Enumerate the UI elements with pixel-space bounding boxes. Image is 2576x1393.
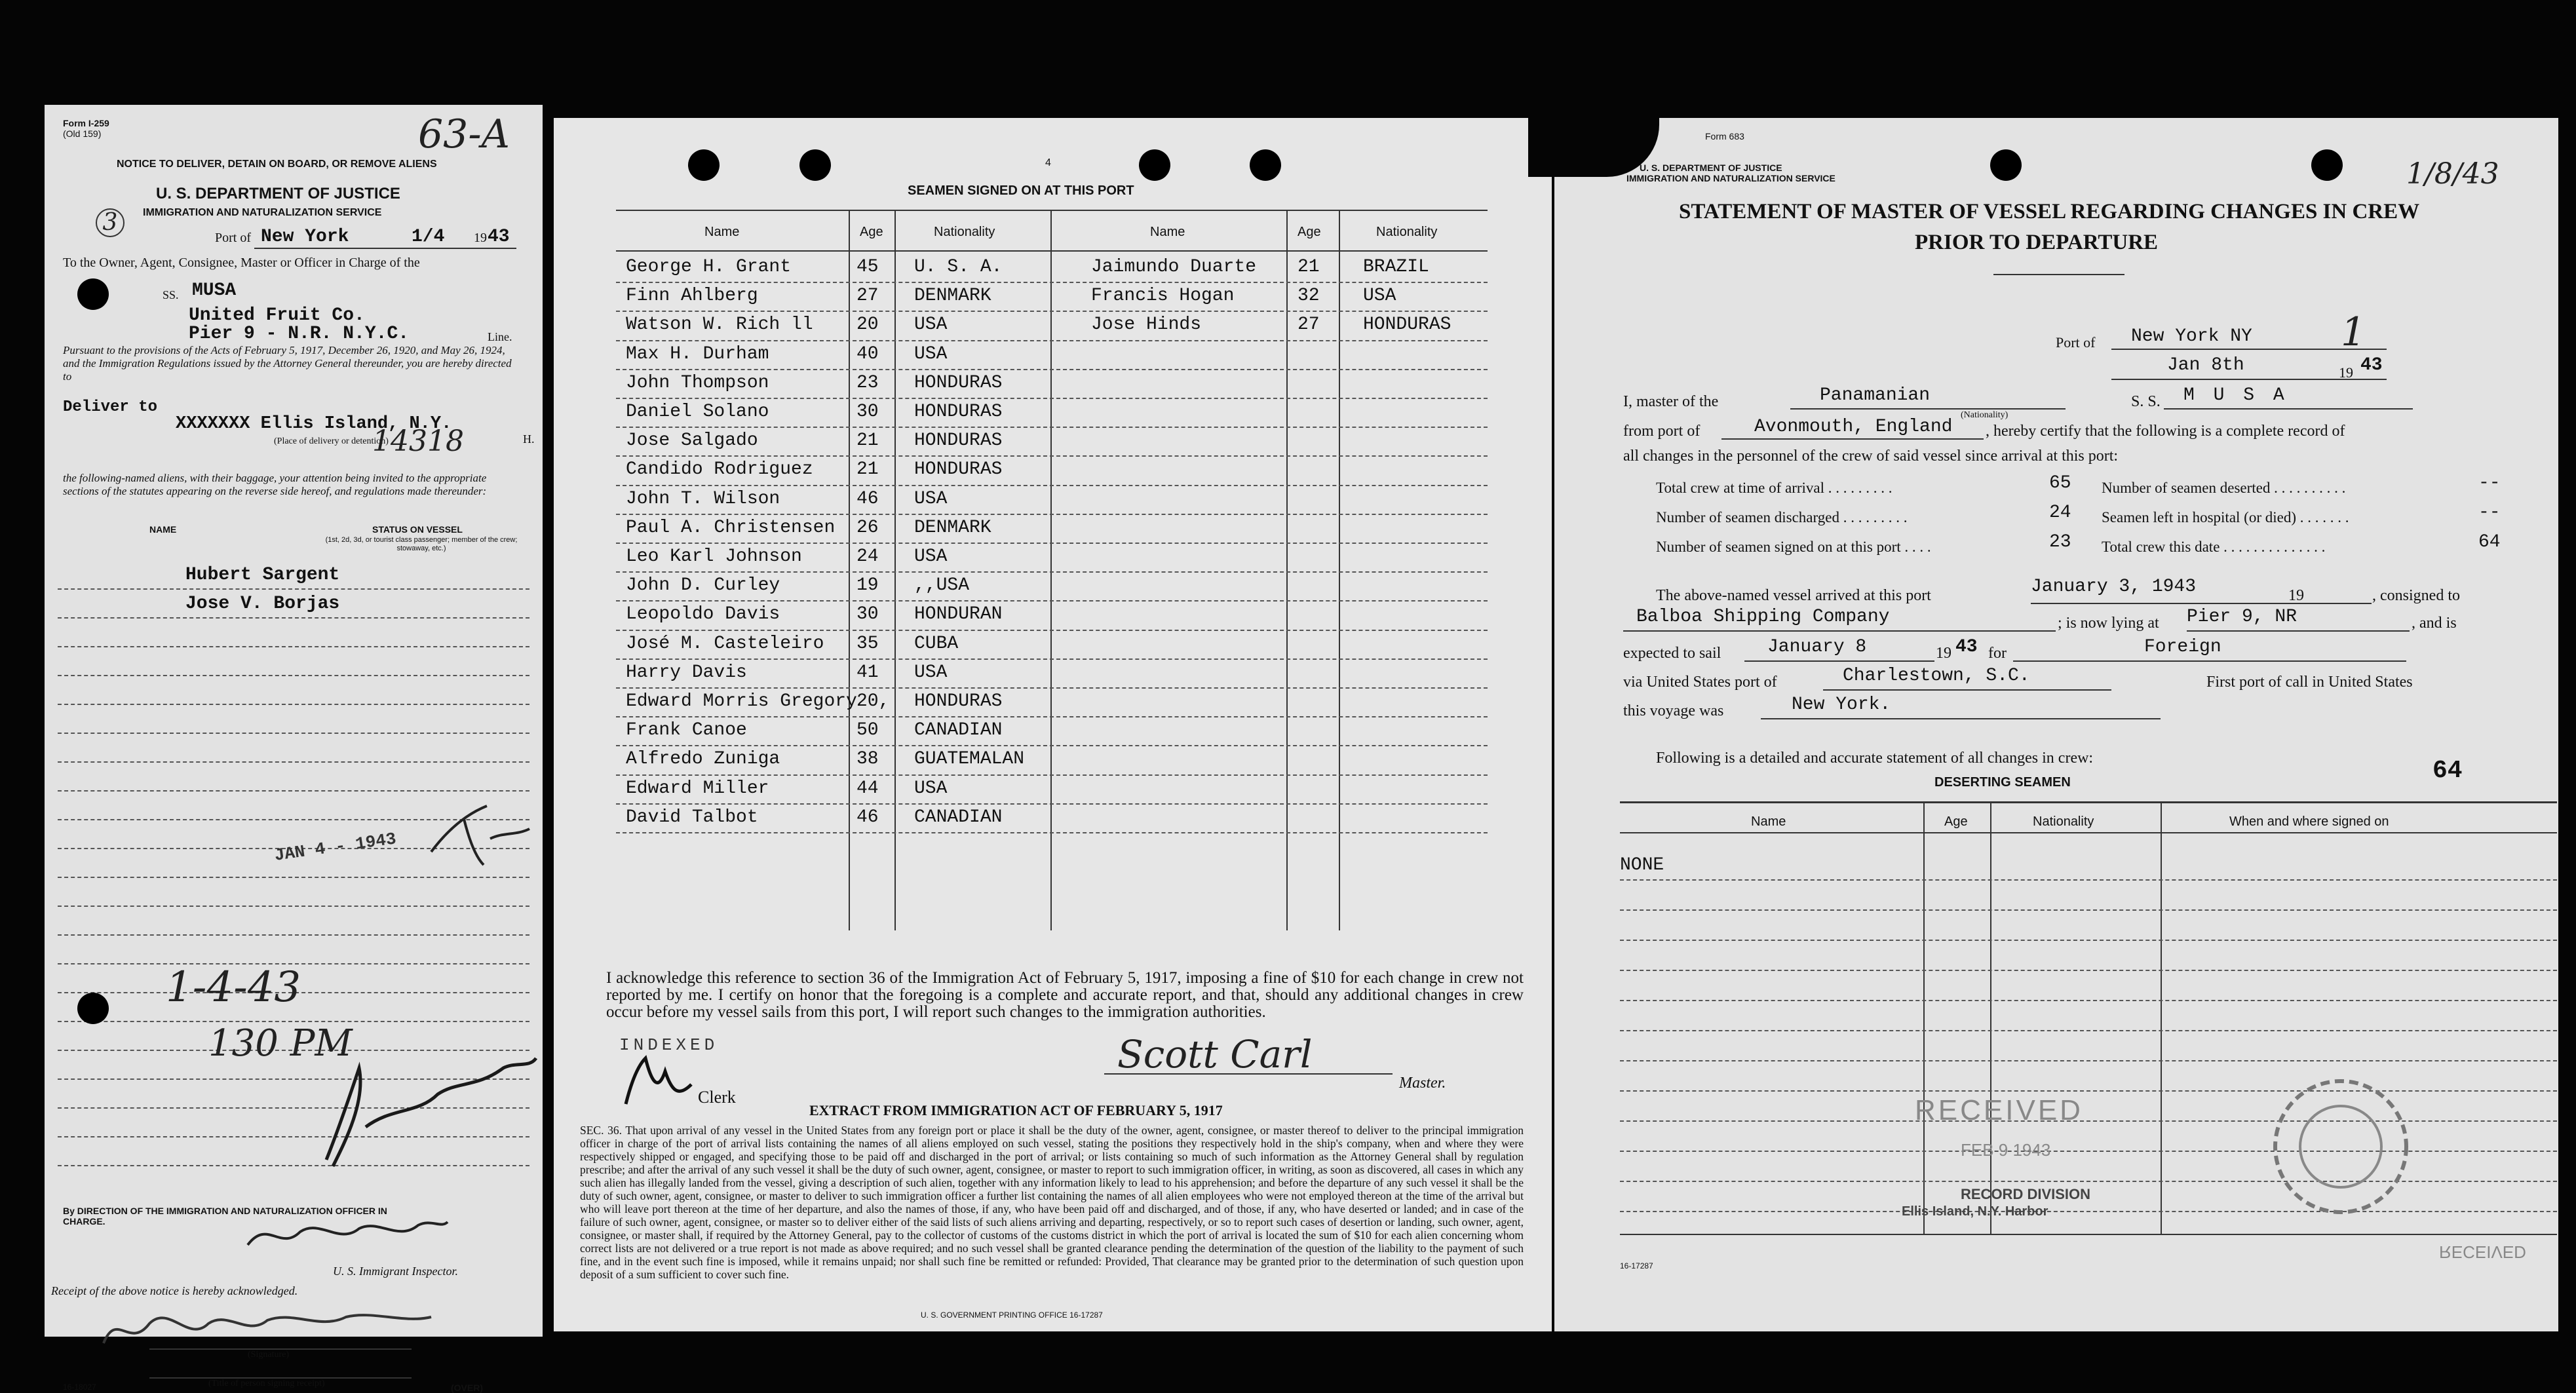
to-owner-text: To the Owner, Agent, Consignee, Master or Officer in Charge of the — [63, 256, 420, 270]
following-text: the following-named aliens, with their baggage, your attention being invited to the appropriate sections of the statutes appearing on the reverse side hereof, and regulations made thereunder: — [63, 472, 487, 497]
stat-total-crew-arrival-label: Total crew at time of arrival . . . . . . . . . — [1656, 480, 1893, 496]
by-direction: By DIRECTION OF THE IMMIGRATION AND NATURALIZATION OFFICER IN CHARGE. — [63, 1206, 387, 1227]
master-label: Master. — [1399, 1075, 1446, 1092]
crew-name: Finn Ahlberg — [626, 286, 758, 307]
header-when-where: When and where signed on — [2229, 814, 2389, 829]
nationality-value: Panamanian — [1820, 385, 1931, 406]
crew-name: George H. Grant — [626, 257, 792, 277]
pursuant-text: Pursuant to the provisions of the Acts of February 5, 1917, December 26, 1920, and May 26, 1924, and the Immigration Regulations issued by the Attorney General thereunder, you are hereby directed to — [63, 344, 512, 383]
year-prefix: 19 — [2339, 364, 2353, 381]
seamen-signed-on-sheet — [554, 118, 1552, 1331]
received-mirror-stamp: RECEIVED — [2439, 1242, 2526, 1262]
signature-caption: (Signature) — [248, 1350, 289, 1360]
round-seal-stamp — [2262, 1068, 2419, 1225]
header-name-2: Name — [1150, 225, 1185, 239]
row-divider — [616, 745, 1488, 746]
lying-value: Pier 9, NR — [2187, 607, 2297, 627]
header-age-1: Age — [860, 225, 883, 239]
received-date: FEB 9 1943 — [1961, 1140, 2051, 1160]
crew-age: 30 — [856, 604, 879, 625]
first-port-label: First port of call in United States — [2206, 674, 2413, 691]
crew-nationality: USA — [914, 315, 948, 335]
crew-age: 20 — [856, 315, 879, 335]
lying-label: ; is now lying at — [2058, 615, 2159, 632]
crew-nationality: USA — [914, 546, 948, 567]
consignee-value: Balboa Shipping Company — [1636, 607, 1890, 627]
crew-age: 40 — [856, 343, 879, 364]
year-prefix: 19 — [474, 231, 487, 245]
crew-name: Leopoldo Davis — [626, 604, 780, 625]
crew-name: Paul A. Christensen — [626, 517, 836, 538]
crew-nationality: USA — [914, 343, 948, 364]
clerk-label: Clerk — [698, 1088, 736, 1107]
arrived-value: January 3, 1943 — [2031, 577, 2197, 597]
signature-scrawl — [307, 1048, 543, 1179]
crew-name: David Talbot — [626, 807, 758, 828]
crew-nationality: U. S. A. — [914, 257, 1003, 277]
row-divider — [616, 774, 1488, 776]
row-divider — [616, 340, 1488, 341]
deliver-to: Deliver to — [63, 398, 158, 416]
port-mark: 1 — [2341, 309, 2366, 355]
col-status-sub: (1st, 2d, 3d, or tourist class passenger; member of the crew; stowaway, etc.) — [325, 536, 518, 552]
extract-text: SEC. 36. That upon arrival of any vessel in the United States from any foreign port or place it shall be the duty of the owner, agent, consignee, or master thereof to deliver to the principal immigration officer in charge of the port of arrival lists containing the names of all aliens employed on such vessel, stating the positions they respectively hold in the ship's company, when and where they were respectively shipped or engaged, and specifying those to be paid off and discharged in the port of arrival; or lists containing so much of such information as the Attorney General shall by regulation prescribe; and after the arrival of any such vessel it shall be the duty of such owner, agent, consignee, or master to report to such immigration officer, in writing, as soon as discovered, all cases in which any such alien has illegally landed from the vessel, giving a description of such alien, together with any information likely to lead to his apprehension; and before the departure of any such vessel it shall be the duty of such owner, agent, consignee, or master to deliver to such immigration officer a further list containing the names of all alien employees who were not employed thereon at the time of the arrival but who will leave port thereon at the time of her departure, and also the names of those, if any, who have been paid off and discharged, and of those, if any, who have deserted or landed; and in case of the failure of such owner, agent, consignee, or master so to deliver either of the said lists of such aliens arriving and departing, respectively, or so to report such cases of desertion or landing, such owner, agent, consignee, or master shall, if required by the Attorney General, pay to the collector of customs of the customs district in which the port of arrival is located the sum of $10 for each alien concerning whom correct lists are not delivered or a true report is not made as above required; and no such vessel shall be granted clearance pending the determination of the question of the liability to the payment of such fine, and in the event such fine is imposed, while it remains unpaid; nor shall such fine be remitted or refunded: Provided, That clearance may be granted prior to the determination of such question upon deposit of a sum sufficient to cover such fine. — [580, 1124, 1524, 1281]
crew-age: 27 — [856, 286, 879, 307]
crew-age: 30 — [856, 402, 879, 422]
line-label: Line. — [488, 330, 512, 343]
place-caption: (Place of delivery or detention) — [274, 436, 389, 446]
and-is-label: , and is — [2412, 615, 2457, 632]
crew-nationality: USA — [914, 488, 948, 509]
row-divider — [616, 543, 1488, 544]
date-value: 1/4 — [412, 227, 445, 247]
header-name-1: Name — [704, 225, 740, 239]
stat-signed-on-label: Number of seamen signed on at this port . . . . — [1656, 539, 1931, 555]
arrived-label: The above-named vessel arrived at this port — [1656, 587, 1931, 604]
acknowledgment-text: I acknowledge this reference to section 36 of the Immigration Act of February 5, 1917, imposing a fine of $10 for each change in crew not reported by me. I certify on honor that the foregoing is a complete and accurate report, and that, should any additional changes in crew occur before my vessel sails from this port, I will report such changes to the immigration authorities. — [606, 969, 1524, 1021]
row-divider — [616, 398, 1488, 399]
received-stamp: RECEIVED — [1915, 1094, 2083, 1126]
crew-name: José M. Casteleiro — [626, 633, 824, 654]
crew-name: Watson W. Rich ll — [626, 315, 813, 335]
crew-name-2: Francis Hogan — [1091, 286, 1235, 307]
crew-nationality: HONDURAS — [914, 459, 1003, 480]
crew-nationality: CANADIAN — [914, 720, 1003, 741]
title-caption: (Title of person signing receipt) — [208, 1379, 325, 1388]
punch-hole — [77, 278, 109, 310]
consigned-label: , consigned to — [2372, 587, 2460, 604]
corner-note: 1/8/43 — [2406, 157, 2499, 191]
page-number: 4 — [1045, 157, 1051, 168]
crew-nationality: DENMARK — [914, 517, 991, 538]
crew-nationality: HONDURAS — [914, 430, 1003, 451]
stat-discharged-value: 24 — [2049, 503, 2071, 523]
crew-name-2: Jose Hinds — [1091, 315, 1202, 335]
crew-nationality: HONDURAS — [914, 372, 1003, 393]
record-division: RECORD DIVISION — [1961, 1186, 2091, 1202]
crew-nationality: DENMARK — [914, 286, 991, 307]
via-value: Charlestown, S.C. — [1843, 666, 2030, 686]
crew-age: 20, — [856, 691, 890, 712]
stat-signed-on-value: 23 — [2049, 532, 2071, 552]
crew-nationality: HONDURAN — [914, 604, 1003, 625]
title-line-2: PRIOR TO DEPARTURE — [1915, 231, 2159, 254]
handwritten-number: 63-A — [418, 111, 510, 157]
crew-nationality-2: HONDURAS — [1363, 315, 1451, 335]
crew-name: John T. Wilson — [626, 488, 780, 509]
date-stamp: JAN 4 - 1943 — [273, 829, 398, 866]
form-bottom-number: 16-18027 — [63, 1383, 96, 1392]
year-value: 43 — [2360, 355, 2383, 375]
crew-name: Daniel Solano — [626, 402, 769, 422]
record-place: Ellis Island, N.Y. Harbor — [1902, 1204, 2048, 1219]
header-nationality-1: Nationality — [934, 225, 995, 239]
header-nationality-2: Nationality — [1376, 225, 1438, 239]
form-date: (Old 159) — [63, 128, 102, 139]
crew-name: Candido Rodriguez — [626, 459, 813, 480]
initials-mark — [425, 799, 536, 871]
year-value: 43 — [488, 227, 510, 247]
over-label: (OVER) — [451, 1383, 483, 1393]
stat-hospital-label: Seamen left in hospital (or died) . . . . . . . — [2102, 509, 2349, 525]
this-voyage-value: New York. — [1792, 695, 1891, 715]
crew-age-2: 32 — [1298, 286, 1320, 307]
certify-text: , hereby certify that the following is a complete record of — [1986, 423, 2345, 440]
crew-age-2: 27 — [1298, 315, 1320, 335]
header-nationality: Nationality — [2033, 814, 2094, 829]
alien-name-1: Hubert Sargent — [185, 565, 340, 585]
crew-name: Leo Karl Johnson — [626, 546, 802, 567]
crew-name-2: Jaimundo Duarte — [1091, 257, 1257, 277]
crew-nationality-2: BRAZIL — [1363, 257, 1429, 277]
line-company: United Fruit Co. — [189, 305, 365, 326]
all-changes-text: all changes in the personnel of the crew of said vessel since arrival at this port: — [1623, 448, 2119, 465]
header-name: Name — [1751, 814, 1786, 829]
port-label: Port of — [215, 231, 251, 245]
for-label: for — [1988, 645, 2007, 662]
crew-nationality: ,,USA — [914, 575, 970, 596]
crew-nationality: USA — [914, 778, 948, 799]
from-port-value: Avonmouth, England — [1754, 417, 1953, 437]
department: U. S. DEPARTMENT OF JUSTICE — [1640, 162, 1782, 173]
master-of-label: I, master of the — [1623, 393, 1719, 410]
extract-title: EXTRACT FROM IMMIGRATION ACT OF FEBRUARY 5, 1917 — [809, 1102, 1223, 1118]
crew-age: 19 — [856, 575, 879, 596]
header-age-2: Age — [1298, 225, 1321, 239]
crew-name: Jose Salgado — [626, 430, 758, 451]
crew-age: 26 — [856, 517, 879, 538]
row-divider — [616, 716, 1488, 717]
alien-name-2: Jose V. Borjas — [185, 594, 340, 614]
ss-value: MUSA — [192, 280, 237, 301]
department: U. S. DEPARTMENT OF JUSTICE — [156, 185, 400, 202]
row-divider — [616, 485, 1488, 486]
ss-label: S. S. — [2131, 393, 2161, 410]
handwritten-code: 14318 — [372, 425, 464, 458]
crew-age: 38 — [856, 749, 879, 770]
crew-nationality: GUATEMALAN — [914, 749, 1025, 770]
following-text: Following is a detailed and accurate statement of all changes in crew: — [1656, 750, 2094, 767]
expected-year: 43 — [1955, 637, 1978, 657]
ss-label: SS. — [163, 288, 179, 301]
this-voyage-label: this voyage was — [1623, 702, 1724, 719]
punch-hole — [77, 993, 109, 1024]
h-mark: H. — [523, 432, 535, 446]
crew-age: 50 — [856, 720, 879, 741]
crew-age: 23 — [856, 372, 879, 393]
crew-name: Max H. Durham — [626, 343, 769, 364]
delivery-place: XXXXXXX Ellis Island, N.Y. — [176, 414, 452, 434]
row-divider — [616, 630, 1488, 631]
crew-age: 35 — [856, 633, 879, 654]
col-name: NAME — [149, 524, 177, 535]
row-divider — [616, 514, 1488, 515]
stat-total-crew-arrival-value: 65 — [2049, 473, 2071, 493]
stat-deserted-value: -- — [2478, 473, 2501, 493]
service: IMMIGRATION AND NATURALIZATION SERVICE — [143, 207, 382, 218]
statement-of-master-sheet — [1554, 118, 2558, 1331]
form-number: Form I-259 — [63, 118, 109, 128]
row-divider — [616, 832, 1488, 833]
section-title: SEAMEN SIGNED ON AT THIS PORT — [908, 183, 1134, 198]
crew-nationality: HONDURAS — [914, 691, 1003, 712]
form-number: Form 683 — [1705, 131, 1744, 142]
total-note: 64 — [2432, 757, 2463, 785]
crew-name: John D. Curley — [626, 575, 780, 596]
crew-age: 21 — [856, 430, 879, 451]
port-value: New York — [261, 227, 349, 247]
title-line-1: STATEMENT OF MASTER OF VESSEL REGARDING CHANGES IN CREW — [1679, 200, 2420, 223]
crew-age: 21 — [856, 459, 879, 480]
notice-form-sheet — [45, 105, 543, 1393]
expected-year-prefix: 19 — [1936, 645, 1951, 662]
indexed-stamp: INDEXED — [619, 1035, 719, 1055]
crew-age: 41 — [856, 662, 879, 683]
from-port-label: from port of — [1623, 423, 1701, 440]
crew-name: Edward Morris Gregory — [626, 691, 857, 712]
row-divider — [616, 282, 1488, 283]
handwritten-time: 130 PM — [208, 1022, 353, 1065]
row-divider — [616, 687, 1488, 689]
row-divider — [616, 311, 1488, 312]
handwritten-date: 1-4-43 — [166, 963, 301, 1012]
circled-number: 3 — [96, 208, 125, 237]
inspector-caption: U. S. Immigrant Inspector. — [333, 1265, 458, 1278]
crew-name: Frank Canoe — [626, 720, 747, 741]
stat-hospital-value: -- — [2478, 503, 2501, 523]
row-divider — [616, 803, 1488, 805]
crew-name: John Thompson — [626, 372, 769, 393]
crew-age: 44 — [856, 778, 879, 799]
expected-value: January 8 — [1767, 637, 1867, 657]
form-bottom-number: 16-17287 — [1620, 1261, 1653, 1270]
crew-name: Harry Davis — [626, 662, 747, 683]
date-value: Jan 8th — [2167, 355, 2244, 375]
row-divider — [616, 369, 1488, 370]
expected-label: expected to sail — [1623, 645, 1721, 662]
receipt-signature — [97, 1297, 438, 1356]
crew-nationality: CANADIAN — [914, 807, 1003, 828]
crew-nationality: USA — [914, 662, 948, 683]
pier: Pier 9 - N.R. N.Y.C. — [189, 324, 410, 344]
row-divider — [616, 571, 1488, 573]
port-label: Port of — [2056, 334, 2096, 351]
row-divider — [616, 427, 1488, 428]
crew-nationality: CUBA — [914, 633, 959, 654]
crew-name: Alfredo Zuniga — [626, 749, 780, 770]
arrived-year: 19 — [2288, 587, 2304, 604]
service: IMMIGRATION AND NATURALIZATION SERVICE — [1626, 173, 1836, 183]
none-value: NONE — [1620, 855, 1664, 875]
crew-nationality-2: USA — [1363, 286, 1396, 307]
header-age: Age — [1944, 814, 1968, 829]
crew-name: Edward Miller — [626, 778, 769, 799]
printing-office: U. S. GOVERNMENT PRINTING OFFICE 16-17287 — [921, 1310, 1103, 1320]
stat-total-crew-date-label: Total crew this date . . . . . . . . . . . . . . — [2102, 539, 2326, 555]
deserting-title: DESERTING SEAMEN — [1934, 775, 2071, 790]
for-value: Foreign — [2144, 637, 2221, 657]
col-status: STATUS ON VESSEL — [372, 524, 463, 535]
stat-total-crew-date-value: 64 — [2478, 532, 2501, 552]
stat-deserted-label: Number of seamen deserted . . . . . . . . . . — [2102, 480, 2346, 496]
crew-age: 46 — [856, 488, 879, 509]
row-divider — [616, 455, 1488, 457]
crew-age: 24 — [856, 546, 879, 567]
via-label: via United States port of — [1623, 674, 1777, 691]
crew-nationality: HONDURAS — [914, 402, 1003, 422]
nationality-caption: (Nationality) — [1961, 410, 2009, 420]
master-signature: Scott Carl — [1117, 1032, 1313, 1077]
receipt-text: Receipt of the above notice is hereby acknowledged. — [51, 1284, 298, 1297]
row-divider — [616, 658, 1488, 660]
inspector-signature — [241, 1206, 451, 1258]
crew-age-2: 21 — [1298, 257, 1320, 277]
ss-value: M U S A — [2183, 385, 2288, 406]
clerk-initials — [619, 1052, 711, 1111]
notice-title: NOTICE TO DELIVER, DETAIN ON BOARD, OR REMOVE ALIENS — [117, 159, 437, 170]
crew-age: 45 — [856, 257, 879, 277]
port-value: New York NY — [2131, 326, 2252, 347]
crew-age: 46 — [856, 807, 879, 828]
row-divider — [616, 600, 1488, 601]
stat-discharged-label: Number of seamen discharged . . . . . . . . . — [1656, 509, 1908, 525]
